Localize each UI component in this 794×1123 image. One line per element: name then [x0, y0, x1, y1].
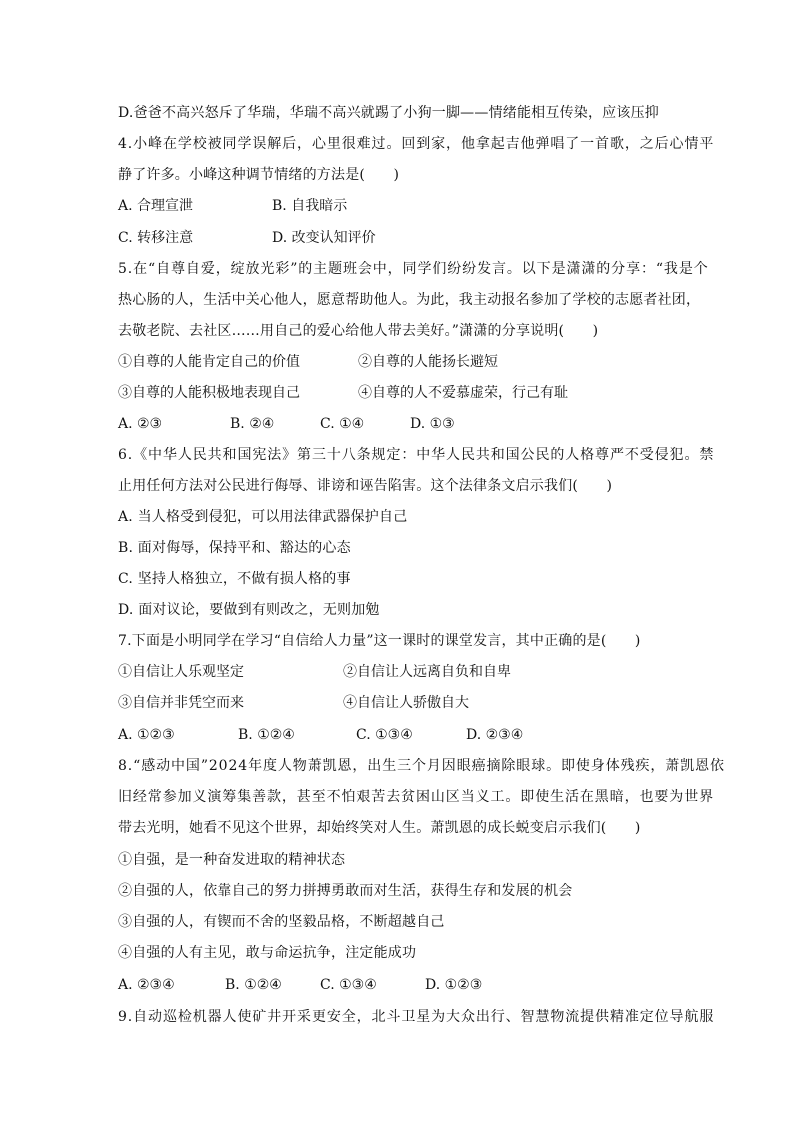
q5-statement-2: ②自尊的人能扬长避短 — [358, 354, 498, 370]
q5-statement-1: ①自尊的人能肯定自己的价值 — [118, 354, 300, 370]
q4-option-a: A. 合理宣泄 — [118, 198, 194, 214]
q8-option-c: C. ①③④ — [320, 977, 377, 993]
q8-statement-4: ④自强的人有主见，敢与命运抗争，注定能成功 — [118, 945, 417, 961]
q8-stem-line-3: 带去光明，她看不见这个世界，却始终笑对人生。萧凯恩的成长蜕变启示我们( ) — [118, 820, 641, 836]
q7-statement-2: ②自信让人远离自负和自卑 — [343, 664, 511, 680]
q9-stem-line-1: 9.自动巡检机器人使矿井开采更安全，北斗卫星为大众出行、智慧物流提供精准定位导航服 — [118, 1009, 715, 1025]
q3-option-d: D.爸爸不高兴怒斥了华瑞，华瑞不高兴就踢了小狗一脚——情绪能相互传染，应该压抑 — [118, 105, 659, 121]
q5-statement-3: ③自尊的人能积极地表现自己 — [118, 385, 300, 401]
q4-stem-line-2: 静了许多。小峰这种调节情绪的方法是( ) — [118, 167, 400, 183]
q5-option-c: C. ①④ — [320, 416, 365, 432]
q4-option-b: B. 自我暗示 — [272, 198, 348, 214]
q6-stem-line-2: 止用任何方法对公民进行侮辱、诽谤和诬告陷害。这个法律条文启示我们( ) — [118, 478, 613, 494]
q5-option-d: D. ①③ — [410, 416, 455, 432]
q6-stem-line-1: 6.《中华人民共和国宪法》第三十八条规定：中华人民共和国公民的人格尊严不受侵犯。禁 — [118, 447, 715, 463]
q7-stem: 7.下面是小明同学在学习“自信给人力量”这一课时的课堂发言，其中正确的是( ) — [118, 633, 641, 649]
q5-option-a: A. ②③ — [118, 416, 163, 432]
q4-stem-line-1: 4.小峰在学校被同学误解后，心里很难过。回到家，他拿起吉他弹唱了一首歌，之后心情平 — [118, 136, 715, 152]
q5-stem-line-3: 去敬老院、去社区……用自己的爱心给他人带去美好。”潇潇的分享说明( ) — [118, 323, 599, 339]
q6-option-d: D. 面对议论，要做到有则改之，无则加勉 — [118, 602, 380, 618]
q4-option-c: C. 转移注意 — [118, 230, 194, 246]
q6-option-a: A. 当人格受到侵犯，可以用法律武器保护自己 — [118, 509, 408, 525]
q5-stem-line-1: 5.在“自尊自爱，绽放光彩”的主题班会中，同学们纷纷发言。以下是潇潇的分享：“我是个 — [118, 261, 709, 277]
q4-option-d: D. 改变认知评价 — [272, 230, 376, 246]
q7-option-d: D. ②③④ — [466, 727, 524, 743]
q7-option-c: C. ①③④ — [356, 727, 413, 743]
q7-option-a: A. ①②③ — [118, 727, 175, 743]
q8-statement-3: ③自强的人，有锲而不舍的坚毅品格，不断超越自己 — [118, 914, 445, 930]
q8-option-b: B. ①②④ — [225, 977, 282, 993]
q7-statement-1: ①自信让人乐观坚定 — [118, 664, 244, 680]
q8-statement-2: ②自强的人，依靠自己的努力拼搏勇敢而对生活，获得生存和发展的机会 — [118, 883, 573, 899]
q7-option-b: B. ①②④ — [238, 727, 295, 743]
q6-option-c: C. 坚持人格独立，不做有损人格的事 — [118, 571, 351, 587]
q8-option-a: A. ②③④ — [118, 977, 175, 993]
q7-statement-3: ③自信并非凭空而来 — [118, 695, 244, 711]
q8-stem-line-1: 8.“感动中国”2024年度人物萧凯恩，出生三个月因眼癌摘除眼球。即使身体残疾，萧凯恩依 — [118, 758, 725, 774]
q8-stem-line-2: 旧经常参加义演筹集善款，甚至不怕艰苦去贫困山区当义工。即使生活在黑暗，也要为世界 — [118, 789, 714, 805]
q6-option-b: B. 面对侮辱，保持平和、豁达的心态 — [118, 540, 351, 556]
q8-option-d: D. ①②③ — [425, 977, 483, 993]
q8-statement-1: ①自强，是一种奋发进取的精神状态 — [118, 852, 346, 868]
q5-statement-4: ④自尊的人不爱慕虚荣，行己有耻 — [358, 385, 568, 401]
q7-statement-4: ④自信让人骄傲自大 — [343, 695, 469, 711]
q5-option-b: B. ②④ — [230, 416, 275, 432]
q5-stem-line-2: 热心肠的人，生活中关心他人，愿意帮助他人。为此，我主动报名参加了学校的志愿者社团， — [118, 292, 701, 308]
